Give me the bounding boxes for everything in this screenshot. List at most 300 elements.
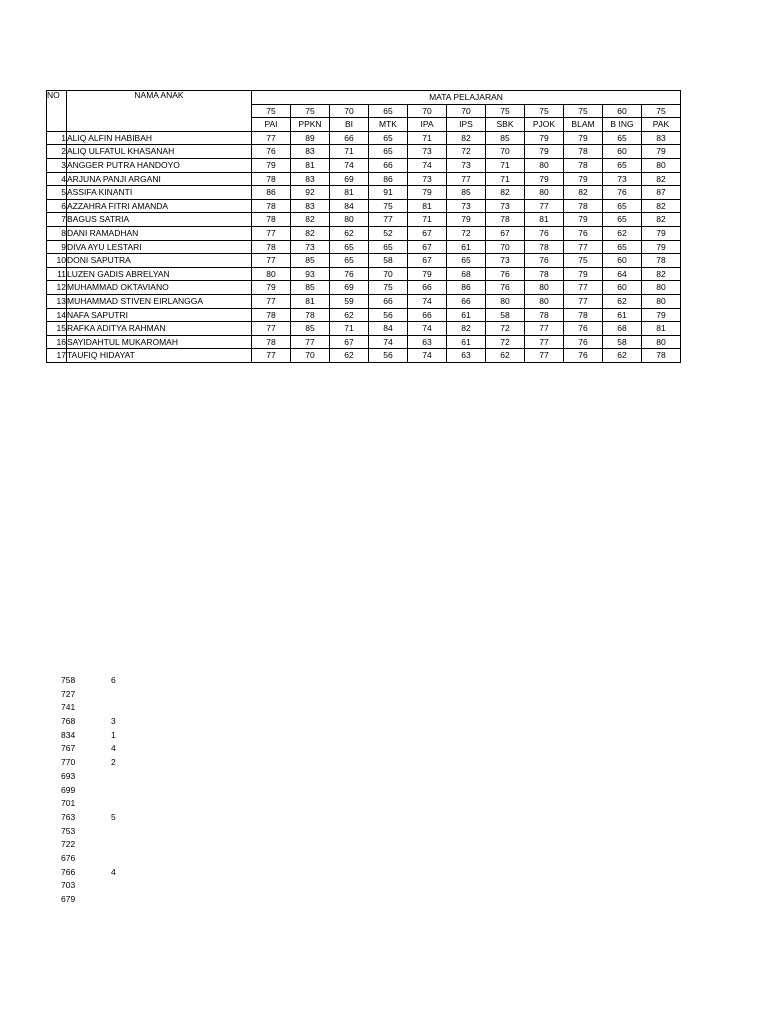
score-cell: 76: [564, 322, 603, 336]
student-name: NAFA SAPUTRI: [67, 308, 252, 322]
student-name: SAYIDAHTUL MUKAROMAH: [67, 335, 252, 349]
score-cell: 81: [408, 199, 447, 213]
score-cell: 66: [447, 294, 486, 308]
score-cell: 81: [525, 213, 564, 227]
score-cell: 73: [486, 254, 525, 268]
score-cell: 66: [330, 131, 369, 145]
rank-value: [111, 797, 131, 811]
score-cell: 82: [642, 267, 681, 281]
score-cell: 77: [525, 199, 564, 213]
row-number: 12: [47, 281, 67, 295]
score-cell: 82: [291, 226, 330, 240]
score-cell: 79: [564, 213, 603, 227]
table-row: [47, 335, 681, 349]
score-cell: 83: [642, 131, 681, 145]
table-row: [47, 322, 681, 336]
score-cell: 81: [291, 294, 330, 308]
list-item: [61, 838, 131, 852]
score-cell: 56: [369, 308, 408, 322]
table-row: [47, 158, 681, 172]
kkm-cell: 75: [486, 104, 525, 118]
score-cell: 72: [486, 335, 525, 349]
score-cell: 77: [525, 349, 564, 363]
score-cell: 62: [486, 349, 525, 363]
score-cell: 86: [369, 172, 408, 186]
score-cell: 65: [603, 213, 642, 227]
row-number: 1: [47, 131, 67, 145]
score-cell: 78: [525, 308, 564, 322]
student-name: ANGGER PUTRA HANDOYO: [67, 158, 252, 172]
score-cell: 69: [330, 281, 369, 295]
score-cell: 78: [252, 172, 291, 186]
score-cell: 71: [486, 172, 525, 186]
score-cell: 73: [291, 240, 330, 254]
score-cell: 74: [408, 322, 447, 336]
score-cell: 78: [252, 213, 291, 227]
score-cell: 77: [252, 349, 291, 363]
list-item: [61, 715, 131, 729]
row-number: 10: [47, 254, 67, 268]
list-item: [61, 701, 131, 715]
score-cell: 65: [447, 254, 486, 268]
list-item: [61, 742, 131, 756]
score-cell: 65: [603, 131, 642, 145]
score-cell: 86: [252, 186, 291, 200]
subject-header-cell: PJOK: [525, 118, 564, 132]
score-cell: 80: [525, 294, 564, 308]
score-cell: 79: [252, 281, 291, 295]
rank-value: [111, 879, 131, 893]
score-cell: 82: [447, 131, 486, 145]
score-cell: 77: [252, 322, 291, 336]
kkm-cell: 70: [408, 104, 447, 118]
student-name: ASSIFA KINANTI: [67, 186, 252, 200]
score-cell: 78: [252, 199, 291, 213]
score-cell: 82: [642, 199, 681, 213]
score-cell: 77: [564, 281, 603, 295]
score-cell: 73: [408, 145, 447, 159]
score-cell: 91: [369, 186, 408, 200]
score-cell: 78: [252, 335, 291, 349]
score-cell: 73: [447, 199, 486, 213]
score-cell: 76: [603, 186, 642, 200]
score-cell: 70: [486, 240, 525, 254]
score-cell: 79: [642, 226, 681, 240]
table-row: [47, 281, 681, 295]
score-cell: 67: [408, 226, 447, 240]
score-cell: 70: [369, 267, 408, 281]
student-name: MUHAMMAD STIVEN EIRLANGGA: [67, 294, 252, 308]
total-score: 722: [61, 839, 76, 850]
score-cell: 63: [447, 349, 486, 363]
score-cell: 61: [447, 240, 486, 254]
list-item: [61, 688, 131, 702]
score-cell: 74: [369, 335, 408, 349]
score-cell: 78: [486, 213, 525, 227]
score-cell: 80: [642, 294, 681, 308]
table-row: [47, 199, 681, 213]
score-cell: 82: [447, 322, 486, 336]
table-row: [47, 349, 681, 363]
row-number: 6: [47, 199, 67, 213]
rank-value: 4: [111, 866, 116, 877]
table-row: [47, 240, 681, 254]
score-cell: 71: [486, 158, 525, 172]
rank-value: [111, 784, 131, 798]
score-cell: 82: [564, 186, 603, 200]
score-cell: 70: [486, 145, 525, 159]
header-subject-group: MATA PELAJARAN: [252, 91, 681, 105]
rank-value: [111, 838, 131, 852]
rank-value: [111, 701, 131, 715]
total-score: 763: [61, 811, 76, 822]
score-cell: 62: [330, 308, 369, 322]
list-item: [61, 674, 131, 688]
score-cell: 65: [330, 240, 369, 254]
score-cell: 56: [369, 349, 408, 363]
list-item: [61, 811, 131, 825]
score-cell: 80: [525, 186, 564, 200]
score-cell: 65: [369, 131, 408, 145]
score-cell: 81: [330, 186, 369, 200]
rank-value: 3: [111, 716, 116, 727]
student-name: ALIQ ULFATUL KHASANAH: [67, 145, 252, 159]
score-cell: 81: [291, 158, 330, 172]
score-cell: 80: [642, 158, 681, 172]
total-score: 676: [61, 852, 76, 863]
score-cell: 67: [408, 240, 447, 254]
total-score: 753: [61, 825, 76, 836]
score-cell: 83: [291, 199, 330, 213]
score-cell: 76: [564, 349, 603, 363]
kkm-cell: 70: [447, 104, 486, 118]
score-cell: 79: [564, 267, 603, 281]
subject-header-cell: PAI: [252, 118, 291, 132]
score-cell: 82: [642, 172, 681, 186]
score-cell: 77: [564, 294, 603, 308]
score-cell: 62: [603, 226, 642, 240]
score-cell: 76: [564, 335, 603, 349]
score-cell: 78: [252, 240, 291, 254]
score-cell: 85: [447, 186, 486, 200]
score-cell: 77: [252, 226, 291, 240]
student-name: ALIQ ALFIN HABIBAH: [67, 131, 252, 145]
score-cell: 62: [603, 349, 642, 363]
kkm-cell: 60: [603, 104, 642, 118]
score-cell: 68: [603, 322, 642, 336]
score-cell: 82: [291, 213, 330, 227]
list-item: [61, 756, 131, 770]
score-cell: 77: [564, 240, 603, 254]
score-cell: 65: [369, 145, 408, 159]
row-number: 5: [47, 186, 67, 200]
score-cell: 72: [447, 145, 486, 159]
grades-table: [46, 90, 681, 363]
score-cell: 76: [330, 267, 369, 281]
score-cell: 74: [408, 294, 447, 308]
score-cell: 58: [369, 254, 408, 268]
score-cell: 73: [408, 172, 447, 186]
score-cell: 80: [525, 158, 564, 172]
kkm-cell: 75: [525, 104, 564, 118]
score-cell: 78: [642, 254, 681, 268]
table-row: [47, 172, 681, 186]
score-cell: 79: [642, 240, 681, 254]
student-name: AZZAHRA FITRI AMANDA: [67, 199, 252, 213]
subject-header-cell: BI: [330, 118, 369, 132]
total-score: 679: [61, 894, 76, 904]
rank-value: [111, 893, 131, 907]
score-cell: 77: [447, 172, 486, 186]
score-cell: 79: [525, 172, 564, 186]
score-cell: 69: [330, 172, 369, 186]
score-cell: 63: [408, 335, 447, 349]
score-cell: 67: [330, 335, 369, 349]
total-score: 768: [61, 716, 76, 727]
score-cell: 80: [525, 281, 564, 295]
score-cell: 77: [291, 335, 330, 349]
score-cell: 58: [603, 335, 642, 349]
score-cell: 65: [369, 240, 408, 254]
total-score: 741: [61, 702, 76, 713]
row-number: 8: [47, 226, 67, 240]
row-number: 7: [47, 213, 67, 227]
score-cell: 61: [447, 335, 486, 349]
list-item: [61, 797, 131, 811]
total-score: 703: [61, 880, 76, 891]
score-cell: 65: [603, 240, 642, 254]
score-cell: 77: [252, 294, 291, 308]
student-name: DIVA AYU LESTARI: [67, 240, 252, 254]
list-item: [61, 866, 131, 880]
score-cell: 75: [369, 281, 408, 295]
student-name: BAGUS SATRIA: [67, 213, 252, 227]
score-cell: 86: [447, 281, 486, 295]
kkm-cell: 75: [642, 104, 681, 118]
kkm-cell: 65: [369, 104, 408, 118]
score-cell: 73: [486, 199, 525, 213]
score-cell: 70: [291, 349, 330, 363]
score-cell: 78: [525, 267, 564, 281]
score-cell: 89: [291, 131, 330, 145]
score-cell: 79: [642, 145, 681, 159]
grades-table-body: [47, 91, 681, 363]
score-cell: 79: [564, 131, 603, 145]
score-cell: 80: [252, 267, 291, 281]
rank-value: [111, 852, 131, 866]
rank-value: [111, 825, 131, 839]
score-cell: 65: [603, 199, 642, 213]
subject-header-cell: B ING: [603, 118, 642, 132]
score-cell: 71: [330, 322, 369, 336]
score-cell: 75: [564, 254, 603, 268]
score-cell: 78: [525, 240, 564, 254]
table-row: [47, 267, 681, 281]
score-cell: 79: [564, 172, 603, 186]
header-name: NAMA ANAK: [67, 91, 252, 132]
total-score: 766: [61, 866, 76, 877]
subject-header-cell: BLAM: [564, 118, 603, 132]
list-item: [61, 825, 131, 839]
row-number: 11: [47, 267, 67, 281]
score-cell: 60: [603, 254, 642, 268]
score-cell: 79: [447, 213, 486, 227]
rank-value: 2: [111, 757, 116, 768]
total-score: 699: [61, 784, 76, 795]
score-cell: 92: [291, 186, 330, 200]
score-cell: 73: [447, 158, 486, 172]
score-cell: 78: [564, 199, 603, 213]
header-no: NO: [47, 91, 67, 132]
rank-value: [111, 770, 131, 784]
total-score: 701: [61, 798, 76, 809]
rank-value: 5: [111, 811, 116, 822]
list-item: [61, 784, 131, 798]
row-number: 2: [47, 145, 67, 159]
score-cell: 61: [603, 308, 642, 322]
score-cell: 75: [369, 199, 408, 213]
score-cell: 85: [291, 322, 330, 336]
score-cell: 82: [486, 186, 525, 200]
score-cell: 77: [252, 254, 291, 268]
score-cell: 80: [642, 335, 681, 349]
score-cell: 71: [408, 131, 447, 145]
score-cell: 64: [603, 267, 642, 281]
kkm-cell: 75: [291, 104, 330, 118]
score-cell: 85: [291, 254, 330, 268]
student-name: DANI RAMADHAN: [67, 226, 252, 240]
list-item: [61, 852, 131, 866]
score-cell: 60: [603, 145, 642, 159]
score-cell: 67: [408, 254, 447, 268]
student-name: LUZEN GADIS ABRELYAN: [67, 267, 252, 281]
score-cell: 74: [330, 158, 369, 172]
score-cell: 79: [525, 131, 564, 145]
subject-header-cell: PAK: [642, 118, 681, 132]
score-cell: 65: [330, 254, 369, 268]
header-row-group: [47, 91, 681, 105]
score-cell: 79: [252, 158, 291, 172]
score-cell: 58: [486, 308, 525, 322]
score-cell: 84: [330, 199, 369, 213]
list-item: [61, 729, 131, 743]
table-row: [47, 145, 681, 159]
subject-header-cell: SBK: [486, 118, 525, 132]
list-item: [61, 893, 131, 907]
score-cell: 76: [252, 145, 291, 159]
kkm-cell: 75: [252, 104, 291, 118]
total-score: 693: [61, 770, 76, 781]
score-cell: 76: [525, 254, 564, 268]
score-cell: 68: [447, 267, 486, 281]
score-cell: 71: [408, 213, 447, 227]
subject-header-cell: IPA: [408, 118, 447, 132]
kkm-cell: 70: [330, 104, 369, 118]
row-number: 3: [47, 158, 67, 172]
row-number: 17: [47, 349, 67, 363]
row-number: 15: [47, 322, 67, 336]
row-number: 14: [47, 308, 67, 322]
score-cell: 62: [330, 226, 369, 240]
total-score: 767: [61, 743, 76, 754]
totals-rank-list: [61, 674, 131, 907]
rank-value: 4: [111, 743, 116, 754]
score-cell: 59: [330, 294, 369, 308]
row-number: 9: [47, 240, 67, 254]
score-cell: 83: [291, 145, 330, 159]
table-row: [47, 226, 681, 240]
total-score: 770: [61, 757, 76, 768]
student-name: TAUFIQ HIDAYAT: [67, 349, 252, 363]
score-cell: 78: [252, 308, 291, 322]
row-number: 4: [47, 172, 67, 186]
score-cell: 80: [330, 213, 369, 227]
total-score: 758: [61, 675, 76, 685]
subject-header-cell: MTK: [369, 118, 408, 132]
table-row: [47, 294, 681, 308]
score-cell: 79: [642, 308, 681, 322]
score-cell: 85: [291, 281, 330, 295]
score-cell: 78: [642, 349, 681, 363]
row-number: 13: [47, 294, 67, 308]
score-cell: 78: [564, 158, 603, 172]
score-cell: 52: [369, 226, 408, 240]
score-cell: 62: [330, 349, 369, 363]
score-cell: 74: [408, 158, 447, 172]
score-cell: 67: [486, 226, 525, 240]
rank-value: 1: [111, 729, 116, 740]
score-cell: 83: [291, 172, 330, 186]
score-cell: 66: [408, 308, 447, 322]
score-cell: 72: [447, 226, 486, 240]
rank-value: 6: [111, 675, 116, 685]
subject-header-cell: PPKN: [291, 118, 330, 132]
score-cell: 61: [447, 308, 486, 322]
rank-value: [111, 688, 131, 702]
score-cell: 81: [642, 322, 681, 336]
score-cell: 76: [564, 226, 603, 240]
table-row: [47, 213, 681, 227]
score-cell: 77: [525, 335, 564, 349]
score-cell: 80: [486, 294, 525, 308]
score-cell: 66: [369, 294, 408, 308]
score-cell: 84: [369, 322, 408, 336]
score-cell: 80: [642, 281, 681, 295]
score-cell: 60: [603, 281, 642, 295]
subject-header-cell: IPS: [447, 118, 486, 132]
score-cell: 77: [369, 213, 408, 227]
score-cell: 87: [642, 186, 681, 200]
score-cell: 82: [642, 213, 681, 227]
row-number: 16: [47, 335, 67, 349]
score-cell: 77: [525, 322, 564, 336]
score-cell: 72: [486, 322, 525, 336]
score-cell: 71: [330, 145, 369, 159]
score-cell: 77: [252, 131, 291, 145]
student-name: MUHAMMAD OKTAVIANO: [67, 281, 252, 295]
table-row: [47, 308, 681, 322]
table-row: [47, 131, 681, 145]
student-name: ARJUNA PANJI ARGANI: [67, 172, 252, 186]
table-row: [47, 186, 681, 200]
score-cell: 76: [486, 267, 525, 281]
score-cell: 78: [291, 308, 330, 322]
score-cell: 93: [291, 267, 330, 281]
student-name: DONI SAPUTRA: [67, 254, 252, 268]
score-cell: 66: [369, 158, 408, 172]
score-cell: 66: [408, 281, 447, 295]
score-cell: 65: [603, 158, 642, 172]
